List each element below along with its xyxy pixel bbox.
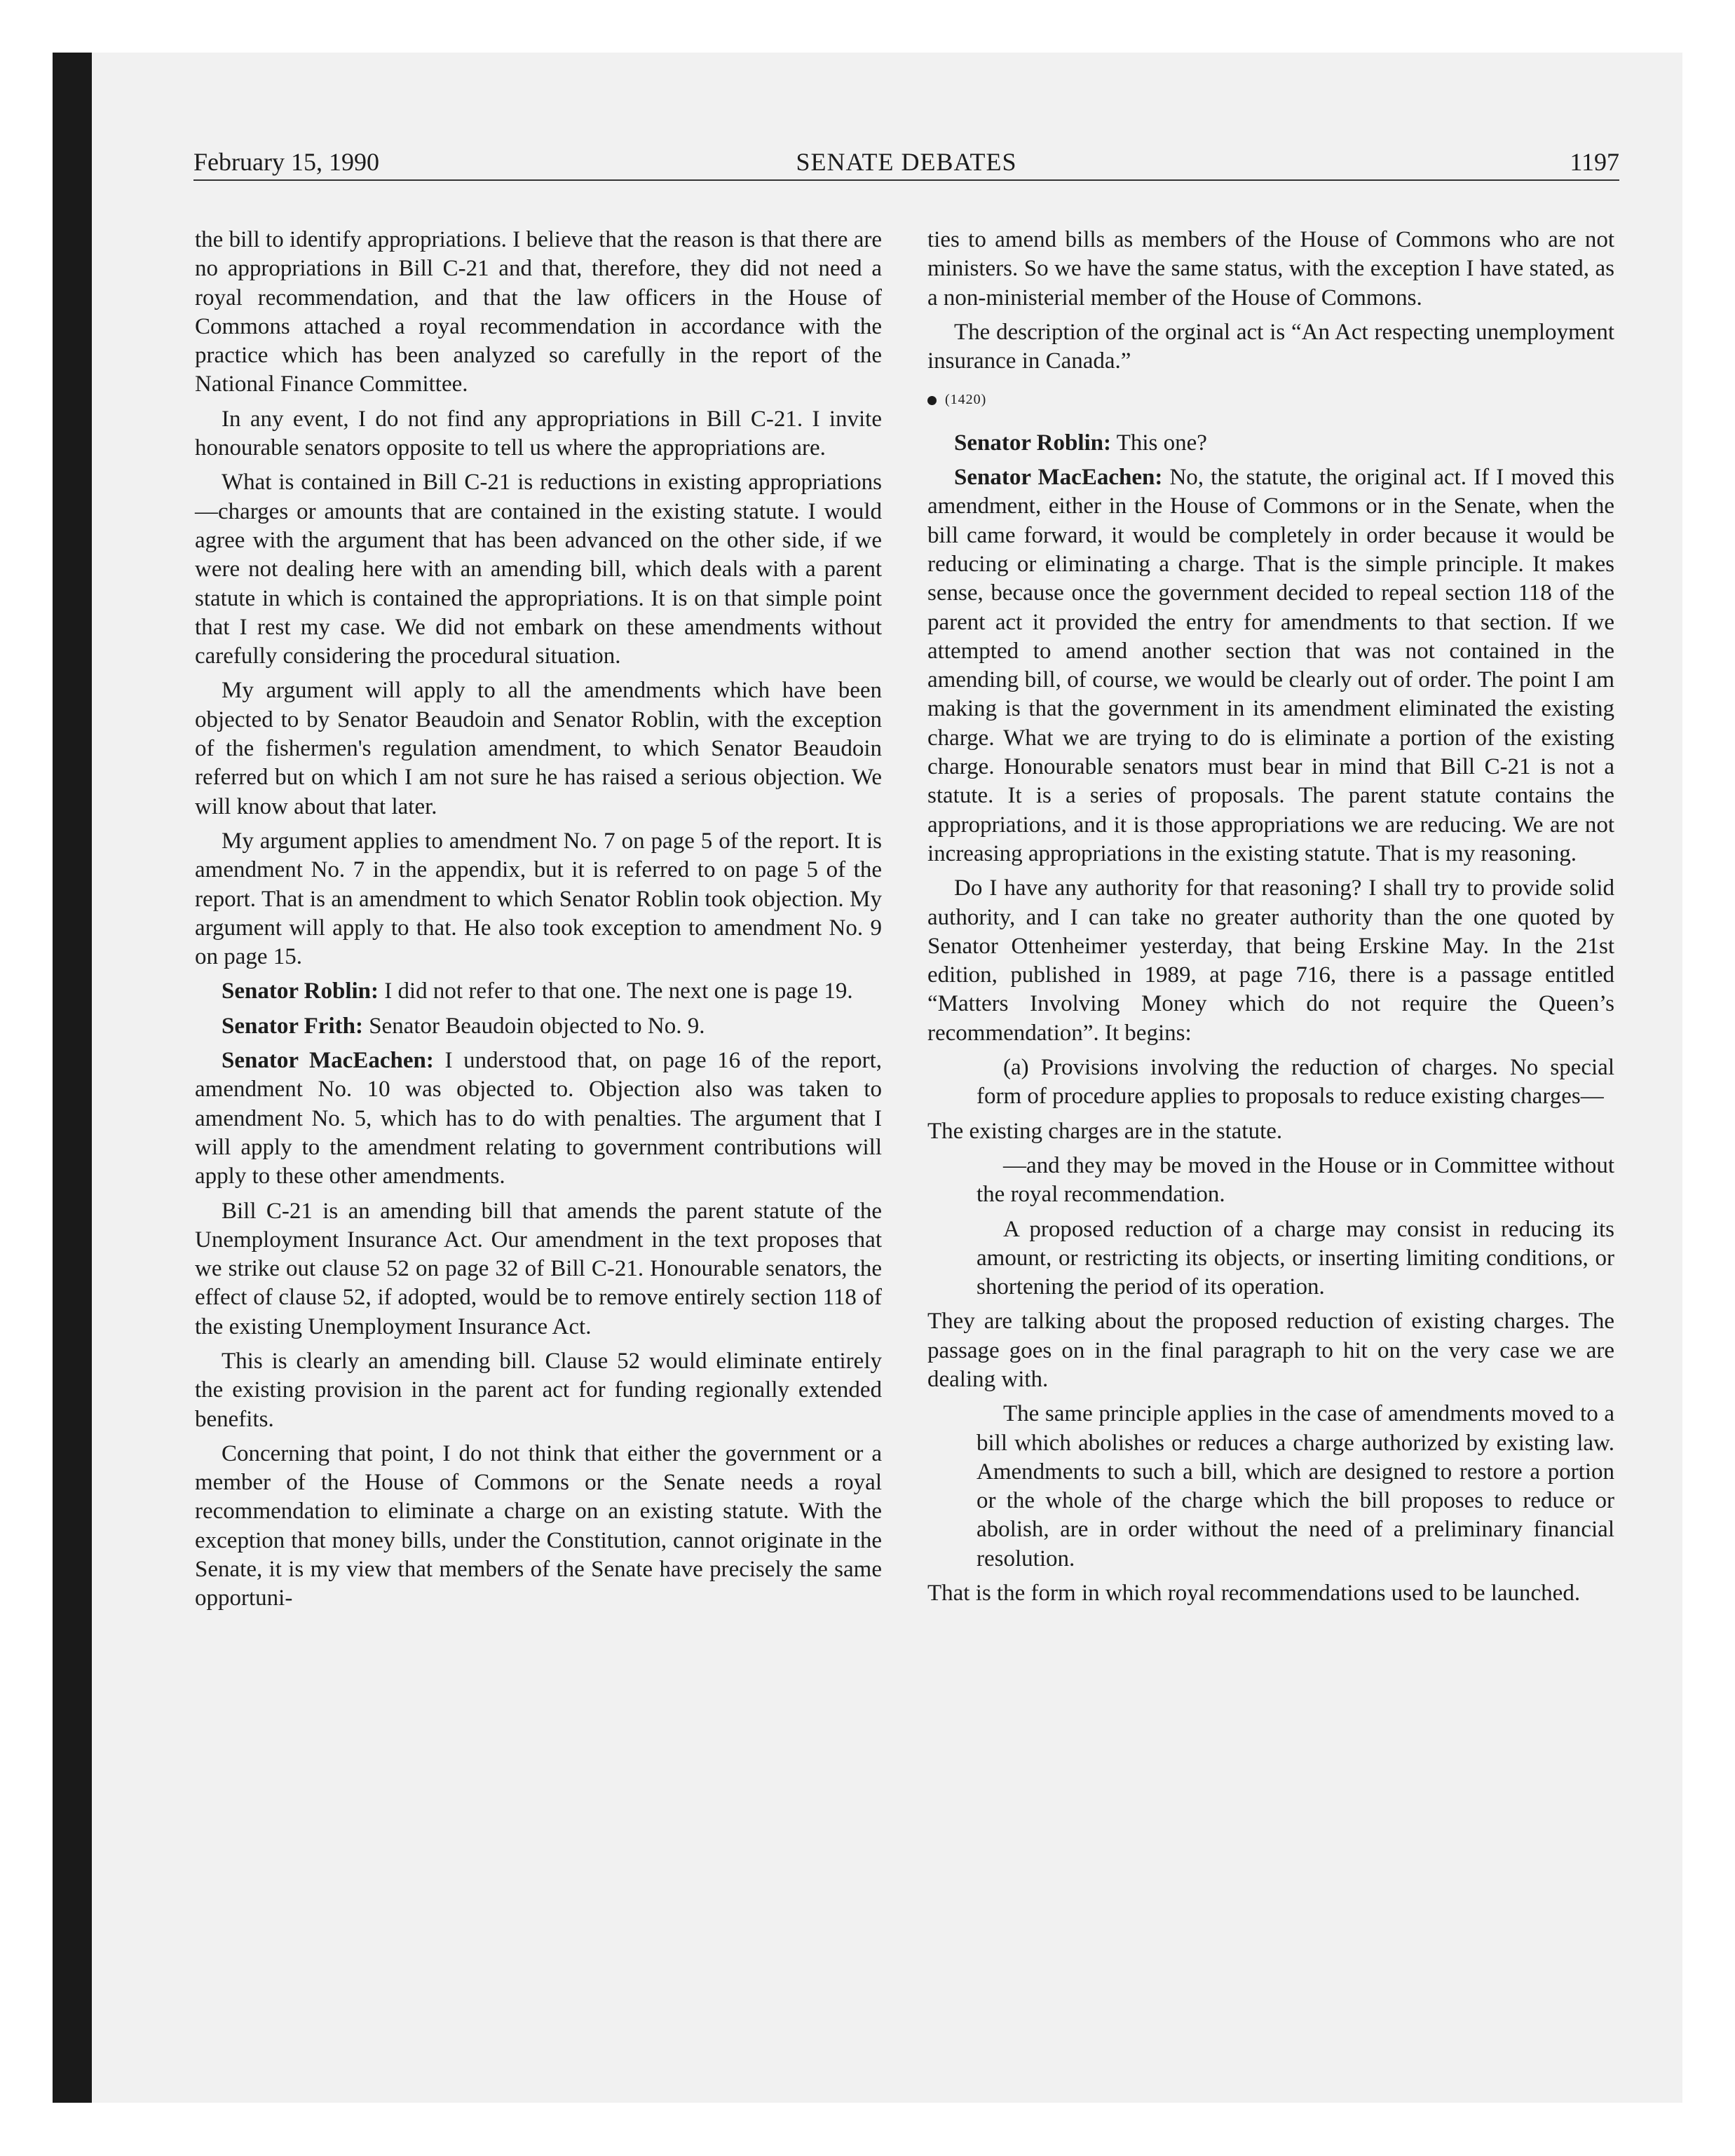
left-column [195,226,882,1619]
block-quote: (a) Provisions involving the reduction of charges. No special form of procedure applies to proposals to reduce existing charges— [977,1055,1614,1110]
timestamp-text: (1420) [945,392,987,408]
right-column [927,226,1614,1613]
scan-binding-edge [53,53,92,2103]
speech [195,977,882,1006]
block-quote: A proposed reduction of a charge may consist in reducing its amount, or restricting its objects, or inserting limiting conditions, or shortening the period of its operation. [977,1216,1614,1300]
paragraph: Bill C-21 is an amending bill that amends the parent statute of the Unemployment Insurance Act. Our amendment in the text proposes that we strike out clause 52 on page 32 of Bill C-21. Honourable senators, the effect of clause 52, if adopted, would be to remove entirely section 118 of the existing Unemployment Insurance Act. [195,1198,882,1339]
speech [927,463,1614,868]
speaker-name: Senator Frith: [222,1013,363,1039]
paragraph: The existing charges are in the statute. [927,1118,1283,1144]
speaker-name: Senator Roblin: [954,430,1112,456]
header-date: February 15, 1990 [193,148,379,176]
paragraph: Concerning that point, I do not think that either the government or a member of the House of Commons or the Senate needs a royal recommendation to eliminate a charge on an existing statute. With the exception that money bills, under the Constitution, cannot originate in the Senate, it is my view that members of the Senate have precisely the same opportuni- [195,1440,882,1611]
paragraph: My argument applies to amendment No. 7 on page 5 of the report. It is amendment No. 7 in the appendix, but it is referred to on page 5 of the report. That is an amendment to which Senator Roblin took objection. My argument will apply to that. He also took exception to amendment No. 9 on page 15. [195,828,882,970]
speaker-name: Senator Roblin: [222,978,379,1004]
block-quote: —and they may be moved in the House or in Committee without the royal recommendation. [977,1152,1614,1208]
paragraph: The description of the orginal act is “An Act respecting unemployment insurance in Canada.” [927,319,1614,374]
speech [195,1012,882,1041]
speech-text: No, the statute, the original act. If I moved this amendment, either in the House of Commons or in the Senate, when the bill came forward, it would be completely in order because it would be reducing or eliminating a charge. That is the simple principle. It makes sense, because once the government decided to repeal section 118 of the parent act it provided the entry for amendments to that section. If we attempted to amend another section that was not contained in the amending bill, of course, we would be clearly out of order. The point I am making is that the government in its amendment eliminated the existing charge. What we are trying to do is eliminate a portion of the existing charge. Honourable senators must bear in mind that Bill C-21 is not a statute. It is a series of proposals. The parent statute contains the appropriations, and it is those appropriations we are reducing. We are not increasing appropriations in the existing statute. That is my reasoning. [927,465,1615,866]
speaker-name: Senator MacEachen: [954,465,1163,491]
speaker-name: Senator MacEachen: [222,1048,434,1074]
bullet-icon [927,396,937,405]
speech-text: Senator Beaudoin objected to No. 9. [369,1013,705,1039]
paragraph: That is the form in which royal recommendations used to be launched. [927,1581,1581,1606]
block-quote: The same principle applies in the case of amendments moved to a bill which abolishes or reduces a charge authorized by existing law. Amendments to such a bill, which are designed to restore a portion or the whole of the charge which the bill proposes to reduce or abolish, are in order without the need of a preliminary financial resolution. [977,1401,1614,1571]
paragraph: In any event, I do not find any appropriations in Bill C-21. I invite honourable senators opposite to tell us where the appropriations are. [195,406,882,461]
paragraph: What is contained in Bill C-21 is reductions in existing appropriations—charges or amounts that are contained in the existing statute. I would agree with the argument that has been advanced on the other side, if we were not dealing here with an amending bill, which deals with a parent statute in which is contained the appropriations. It is on that simple point that I rest my case. We did not embark on these amendments without carefully considering the procedural situation. [195,470,882,669]
speech [195,1046,882,1191]
header-title: SENATE DEBATES [796,148,1017,176]
speech-text: This one? [1116,430,1207,456]
speech-text: I did not refer to that one. The next one is page 19. [384,978,853,1004]
paragraph: This is clearly an amending bill. Clause 52 would eliminate entirely the existing provision in the parent act for funding regionally extended benefits. [195,1348,882,1432]
paragraph: ties to amend bills as members of the House of Commons who are not ministers. So we have the same status, with the exception I have stated, as a non-ministerial member of the House of Commons. [927,227,1614,311]
speech [927,429,1614,458]
paragraph: My argument will apply to all the amendments which have been objected to by Senator Beaudoin and Senator Roblin, with the exception of the fishermen's regulation amendment, to which Senator Beaudoin referred but on which I am not sure he has raised a serious objection. We will know about that later. [195,678,882,819]
paragraph: Do I have any authority for that reasoning? I shall try to provide solid authority, and I can take no greater authority than the one quoted by Senator Ottenheimer yesterday, that being Erskine May. In the 21st edition, published in 1989, at page 716, there is a passage entitled “Matters Involving Money which do not require the Queen’s recommendation”. It begins: [927,875,1614,1046]
timestamp-marker [927,386,1614,414]
speech-text: I understood that, on page 16 of the report, amendment No. 10 was objected to. Objection also was taken to amendment No. 5, which has to do with penalties. The argument that I will apply to the amendment relating to government contributions will apply to these other amendments. [195,1048,883,1189]
running-header [193,146,1619,181]
paragraph: the bill to identify appropriations. I believe that the reason is that there are no appropriations in Bill C-21 and that, therefore, they did not need a royal recommendation, and that the law officers in the House of Commons attached a royal recommendation in accordance with the practice which has been analyzed so carefully in the report of the National Finance Committee. [195,227,882,397]
header-page-number: 1197 [1570,148,1619,176]
paragraph: They are talking about the proposed reduction of existing charges. The passage goes on in the final paragraph to hit on the very case we are dealing with. [927,1309,1614,1392]
